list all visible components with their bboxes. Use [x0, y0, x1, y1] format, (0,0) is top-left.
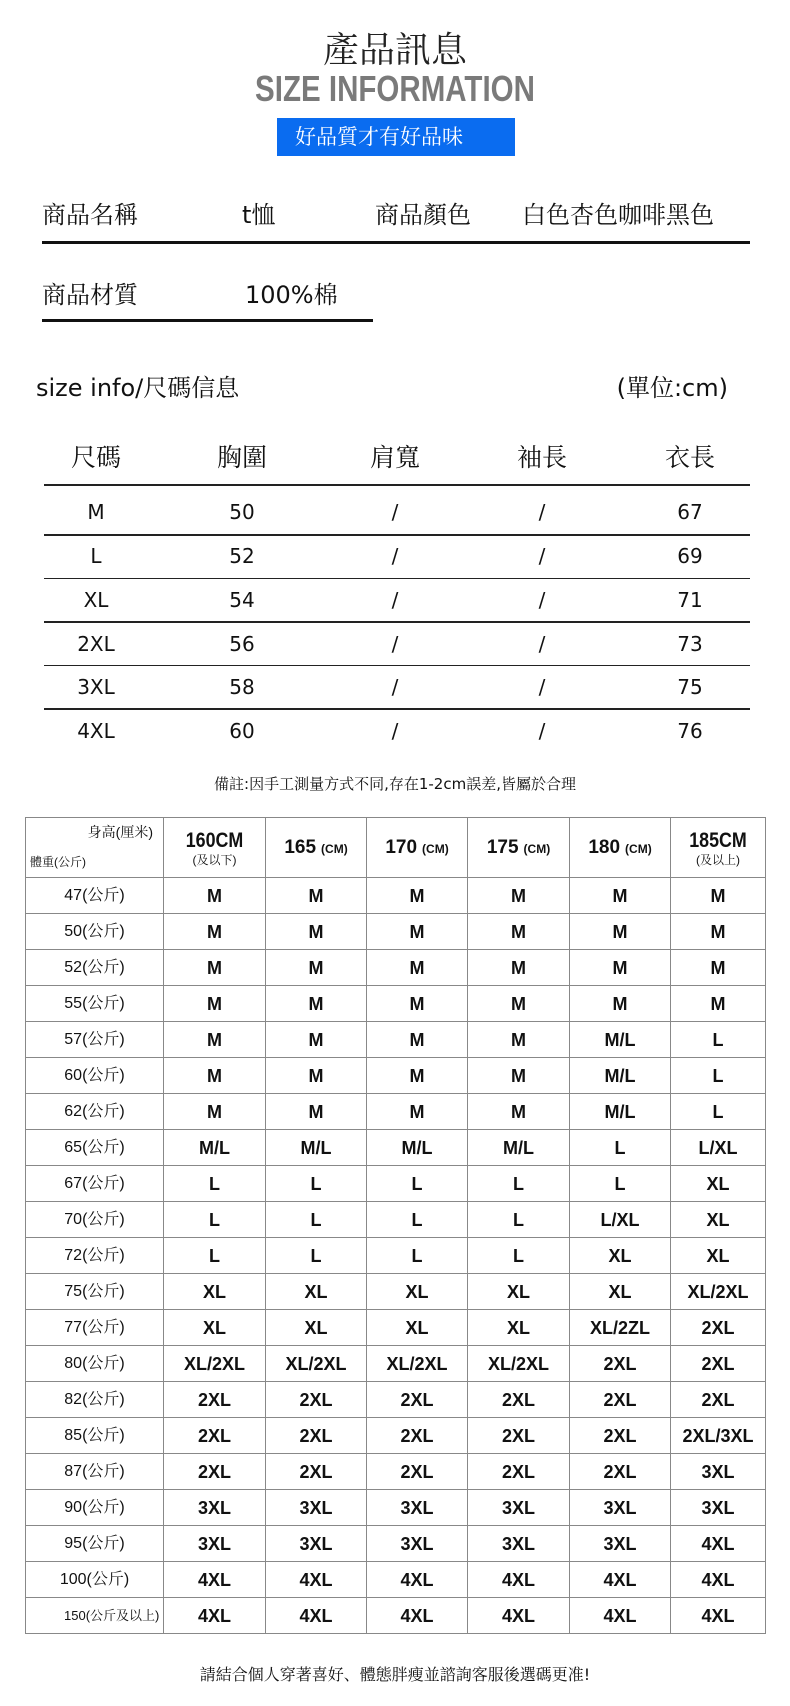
height-column-header: [468, 818, 570, 878]
size-recommendation: 4XL: [164, 1562, 266, 1598]
size-cell: /: [538, 632, 546, 656]
size-recommendation: L: [570, 1130, 671, 1166]
weight-row-header: 75(公斤): [26, 1274, 164, 1310]
size-recommendation: L: [671, 1058, 766, 1094]
page-subtitle: SIZE INFORMATION: [255, 68, 535, 109]
product-name-label: 商品名稱: [42, 201, 138, 229]
size-cell: 75: [677, 675, 703, 699]
table-row: [26, 1526, 766, 1562]
size-recommendation: 2XL: [164, 1418, 266, 1454]
size-cell: 56: [229, 632, 255, 656]
weight-row-header: 57(公斤): [26, 1022, 164, 1058]
table-row: [26, 1346, 766, 1382]
product-material-value: 100%棉: [245, 281, 338, 309]
weight-row-header: 52(公斤): [26, 950, 164, 986]
table-row: [26, 1238, 766, 1274]
size-recommendation: XL/2ZL: [570, 1310, 671, 1346]
size-recommendation: 4XL: [164, 1598, 266, 1634]
weight-row-header: 70(公斤): [26, 1202, 164, 1238]
size-recommendation: M: [468, 1094, 570, 1130]
table-row: [26, 986, 766, 1022]
size-cell: 4XL: [77, 719, 115, 743]
size-recommendation: 4XL: [671, 1562, 766, 1598]
height-unit: (CM): [321, 841, 348, 856]
size-recommendation: XL/2XL: [367, 1346, 468, 1382]
size-recommendation: 3XL: [570, 1490, 671, 1526]
size-recommendation: M: [367, 1058, 468, 1094]
size-recommendation: M/L: [570, 1058, 671, 1094]
size-recommendation: L/XL: [671, 1130, 766, 1166]
size-recommendation: XL: [367, 1310, 468, 1346]
size-cell: /: [391, 500, 399, 524]
size-recommendation: L: [468, 1238, 570, 1274]
size-recommendation: M: [671, 914, 766, 950]
size-recommendation: 3XL: [367, 1490, 468, 1526]
size-recommendation: M: [671, 950, 766, 986]
weight-row-header: 60(公斤): [26, 1058, 164, 1094]
size-recommendation: M: [468, 986, 570, 1022]
size-cell: /: [538, 500, 546, 524]
size-recommendation: 4XL: [468, 1562, 570, 1598]
height-column-header: [671, 818, 766, 878]
size-info-title: size info/尺碼信息: [36, 374, 240, 402]
size-recommendation: XL: [367, 1274, 468, 1310]
size-recommendation: L: [367, 1238, 468, 1274]
size-recommendation: M/L: [367, 1130, 468, 1166]
size-recommendation: 3XL: [367, 1526, 468, 1562]
size-recommendation: M/L: [570, 1022, 671, 1058]
size-recommendation: M/L: [570, 1094, 671, 1130]
row-divider: [44, 578, 750, 580]
weight-row-header: 62(公斤): [26, 1094, 164, 1130]
size-recommendation: 2XL: [671, 1310, 766, 1346]
table-row: [26, 1598, 766, 1634]
size-recommendation: L: [671, 1094, 766, 1130]
size-cell: 54: [229, 588, 255, 612]
size-cell: /: [538, 588, 546, 612]
size-recommendation: 2XL: [570, 1346, 671, 1382]
size-cell: 52: [229, 544, 255, 568]
table-row: [26, 1562, 766, 1598]
size-recommendation: 2XL: [367, 1418, 468, 1454]
size-recommendation: M: [367, 1094, 468, 1130]
size-recommendation: M: [164, 986, 266, 1022]
size-recommendation: L: [570, 1166, 671, 1202]
size-cell: 50: [229, 500, 255, 524]
size-recommendation: 2XL: [367, 1382, 468, 1418]
size-recommendation: 3XL: [671, 1490, 766, 1526]
height-column-header: [367, 818, 468, 878]
size-recommendation: XL: [671, 1166, 766, 1202]
size-recommendation: XL: [570, 1238, 671, 1274]
height-unit: (CM): [625, 841, 652, 856]
table-row: [26, 1382, 766, 1418]
size-recommendation: XL: [266, 1274, 367, 1310]
size-recommendation: 2XL: [468, 1418, 570, 1454]
size-recommendation: L: [367, 1166, 468, 1202]
divider: [44, 484, 750, 486]
size-recommendation: L: [468, 1202, 570, 1238]
weight-row-header: 90(公斤): [26, 1490, 164, 1526]
table-row: [26, 1094, 766, 1130]
size-recommendation: 2XL: [570, 1454, 671, 1490]
size-recommendation: 2XL: [164, 1382, 266, 1418]
size-cell: M: [87, 500, 105, 524]
size-recommendation: L: [164, 1238, 266, 1274]
height-column-header: [266, 818, 367, 878]
weight-row-header: 55(公斤): [26, 986, 164, 1022]
row-divider: [44, 621, 750, 623]
size-recommendation: L: [266, 1238, 367, 1274]
product-color-value: 白色杏色咖啡黑色: [522, 201, 714, 229]
size-column-header: 胸圍: [216, 443, 268, 472]
size-cell: 69: [677, 544, 703, 568]
size-recommendation: M: [367, 986, 468, 1022]
size-recommendation: XL/2XL: [164, 1346, 266, 1382]
footer-note: 請結合個人穿著喜好、體態胖瘦並諮詢客服後選碼更准!: [199, 1665, 591, 1684]
table-row: [26, 1058, 766, 1094]
table-row: [26, 914, 766, 950]
size-recommendation: 2XL: [266, 1454, 367, 1490]
size-recommendation: M: [570, 986, 671, 1022]
height-value: 165: [284, 836, 317, 858]
size-cell: /: [538, 719, 546, 743]
size-recommendation: M: [266, 1058, 367, 1094]
height-axis-label: 身高(厘米): [87, 824, 153, 840]
size-cell: XL: [83, 588, 109, 612]
size-cell: /: [538, 675, 546, 699]
size-recommendation: XL: [671, 1202, 766, 1238]
size-recommendation: 3XL: [266, 1490, 367, 1526]
size-recommendation: 2XL: [468, 1382, 570, 1418]
table-row: [26, 1490, 766, 1526]
height-qualifier: (及以下): [192, 852, 237, 867]
table-row: [26, 1130, 766, 1166]
size-recommendation: M: [671, 878, 766, 914]
size-recommendation: 4XL: [570, 1598, 671, 1634]
size-recommendation: M: [164, 1058, 266, 1094]
size-recommendation: 2XL: [266, 1382, 367, 1418]
weight-row-header: 65(公斤): [26, 1130, 164, 1166]
size-recommendation: M: [570, 950, 671, 986]
weight-row-header: 95(公斤): [26, 1526, 164, 1562]
size-recommendation: L/XL: [570, 1202, 671, 1238]
size-recommendation: M: [468, 950, 570, 986]
size-cell: 3XL: [77, 675, 115, 699]
size-recommendation: L: [468, 1166, 570, 1202]
weight-row-header: 100(公斤): [26, 1562, 164, 1598]
size-cell: /: [391, 719, 399, 743]
size-recommendation: 3XL: [164, 1526, 266, 1562]
corner-header: [26, 818, 164, 878]
size-recommendation: M: [266, 1022, 367, 1058]
weight-row-header: 85(公斤): [26, 1418, 164, 1454]
size-recommendation: 4XL: [367, 1598, 468, 1634]
size-recommendation: XL/2XL: [266, 1346, 367, 1382]
height-value: 185CM: [689, 828, 747, 852]
table-row: [26, 1418, 766, 1454]
size-cell: /: [538, 544, 546, 568]
weight-row-header: 82(公斤): [26, 1382, 164, 1418]
size-cell: /: [391, 632, 399, 656]
size-recommendation: M: [164, 1094, 266, 1130]
size-recommendation: 2XL/3XL: [671, 1418, 766, 1454]
size-recommendation: M: [367, 914, 468, 950]
weight-row-header: 87(公斤): [26, 1454, 164, 1490]
size-recommendation: 3XL: [671, 1454, 766, 1490]
height-value: 180: [588, 836, 621, 858]
size-recommendation: M/L: [468, 1130, 570, 1166]
size-recommendation: M: [570, 914, 671, 950]
size-recommendation: L: [164, 1202, 266, 1238]
size-column-header: 衣長: [664, 443, 716, 472]
height-value: 175: [486, 836, 519, 858]
size-recommendation: M: [367, 1022, 468, 1058]
size-cell: 2XL: [77, 632, 115, 656]
size-recommendation: 4XL: [266, 1598, 367, 1634]
size-recommendation: XL/2XL: [468, 1346, 570, 1382]
size-recommendation: M: [468, 878, 570, 914]
product-material-label: 商品材質: [42, 281, 138, 309]
size-cell: 73: [677, 632, 703, 656]
size-column-header: 袖長: [516, 443, 568, 472]
size-column-header: 肩寬: [369, 443, 421, 472]
size-recommendation: 2XL: [367, 1454, 468, 1490]
size-recommendation: M: [468, 1058, 570, 1094]
size-recommendation: 4XL: [570, 1562, 671, 1598]
size-recommendation: M: [266, 878, 367, 914]
size-recommendation: 2XL: [468, 1454, 570, 1490]
height-column-header: [164, 818, 266, 878]
size-cell: 58: [229, 675, 255, 699]
size-recommendation: 2XL: [671, 1346, 766, 1382]
slogan-banner: 好品質才有好品味: [277, 118, 515, 156]
size-recommendation: M: [266, 1094, 367, 1130]
table-row: [26, 1202, 766, 1238]
size-recommendation: XL: [570, 1274, 671, 1310]
size-recommendation: 3XL: [164, 1490, 266, 1526]
page-title: 產品訊息: [322, 30, 467, 71]
size-recommendation: XL: [164, 1310, 266, 1346]
size-cell: 67: [677, 500, 703, 524]
size-recommendation: XL: [468, 1310, 570, 1346]
size-recommendation: L: [367, 1202, 468, 1238]
size-recommendation: 4XL: [266, 1562, 367, 1598]
size-recommendation: M: [164, 950, 266, 986]
table-row: [26, 1310, 766, 1346]
size-recommendation: 4XL: [671, 1526, 766, 1562]
weight-row-header: 67(公斤): [26, 1166, 164, 1202]
size-recommendation: M/L: [266, 1130, 367, 1166]
size-cell: 76: [677, 719, 703, 743]
size-recommendation: M: [367, 878, 468, 914]
product-name-value: t恤: [242, 201, 276, 229]
size-cell: /: [391, 588, 399, 612]
weight-row-header: 50(公斤): [26, 914, 164, 950]
size-recommendation: 4XL: [367, 1562, 468, 1598]
size-recommendation: 3XL: [468, 1526, 570, 1562]
size-recommendation: L: [266, 1202, 367, 1238]
size-cell: /: [391, 544, 399, 568]
size-recommendation: XL: [468, 1274, 570, 1310]
row-divider: [44, 534, 750, 536]
weight-row-header: 150(公斤及以上): [26, 1598, 164, 1634]
size-note: 備註:因手工測量方式不同,存在1-2cm誤差,皆屬於合理: [214, 775, 576, 793]
size-recommendation: M: [164, 878, 266, 914]
size-column-header: 尺碼: [70, 443, 122, 472]
size-cell: /: [391, 675, 399, 699]
size-recommendation: 2XL: [266, 1418, 367, 1454]
height-value: 160CM: [185, 828, 244, 852]
height-value: 170: [385, 836, 418, 858]
size-recommendation: XL/2XL: [671, 1274, 766, 1310]
table-row: [26, 878, 766, 914]
size-recommendation: 4XL: [468, 1598, 570, 1634]
height-column-header: [570, 818, 671, 878]
size-recommendation: L: [164, 1166, 266, 1202]
size-recommendation: M: [164, 914, 266, 950]
size-recommendation: 2XL: [671, 1382, 766, 1418]
height-qualifier: (及以上): [696, 852, 740, 867]
weight-height-chart: [25, 817, 766, 1634]
product-color-label: 商品顏色: [375, 201, 471, 229]
weight-row-header: 47(公斤): [26, 878, 164, 914]
size-cell: 71: [677, 588, 703, 612]
divider: [42, 319, 373, 322]
weight-axis-label: 體重(公斤): [30, 855, 86, 869]
size-recommendation: XL: [266, 1310, 367, 1346]
table-row: [26, 1274, 766, 1310]
size-recommendation: M: [468, 914, 570, 950]
table-row: [26, 1454, 766, 1490]
size-recommendation: 4XL: [671, 1598, 766, 1634]
size-recommendation: XL: [671, 1238, 766, 1274]
size-recommendation: 3XL: [266, 1526, 367, 1562]
size-recommendation: M: [570, 878, 671, 914]
row-divider: [44, 665, 750, 667]
size-cell: L: [90, 544, 102, 568]
divider: [42, 241, 750, 244]
table-row: [26, 1166, 766, 1202]
size-recommendation: M: [468, 1022, 570, 1058]
table-row: [26, 1022, 766, 1058]
table-row: [26, 950, 766, 986]
weight-row-header: 72(公斤): [26, 1238, 164, 1274]
size-recommendation: M/L: [164, 1130, 266, 1166]
size-unit: (單位:cm): [616, 374, 728, 402]
size-recommendation: M: [671, 986, 766, 1022]
size-recommendation: XL: [164, 1274, 266, 1310]
size-recommendation: M: [266, 950, 367, 986]
height-unit: (CM): [422, 841, 449, 856]
size-recommendation: 3XL: [570, 1526, 671, 1562]
row-divider: [44, 708, 750, 710]
size-recommendation: 2XL: [570, 1418, 671, 1454]
size-recommendation: M: [367, 950, 468, 986]
size-recommendation: M: [164, 1022, 266, 1058]
weight-row-header: 77(公斤): [26, 1310, 164, 1346]
size-recommendation: M: [266, 914, 367, 950]
size-recommendation: 2XL: [570, 1382, 671, 1418]
size-recommendation: L: [671, 1022, 766, 1058]
size-cell: 60: [229, 719, 255, 743]
size-recommendation: 2XL: [164, 1454, 266, 1490]
size-recommendation: L: [266, 1166, 367, 1202]
weight-row-header: 80(公斤): [26, 1346, 164, 1382]
size-recommendation: M: [266, 986, 367, 1022]
size-recommendation: 3XL: [468, 1490, 570, 1526]
height-unit: (CM): [523, 841, 551, 856]
